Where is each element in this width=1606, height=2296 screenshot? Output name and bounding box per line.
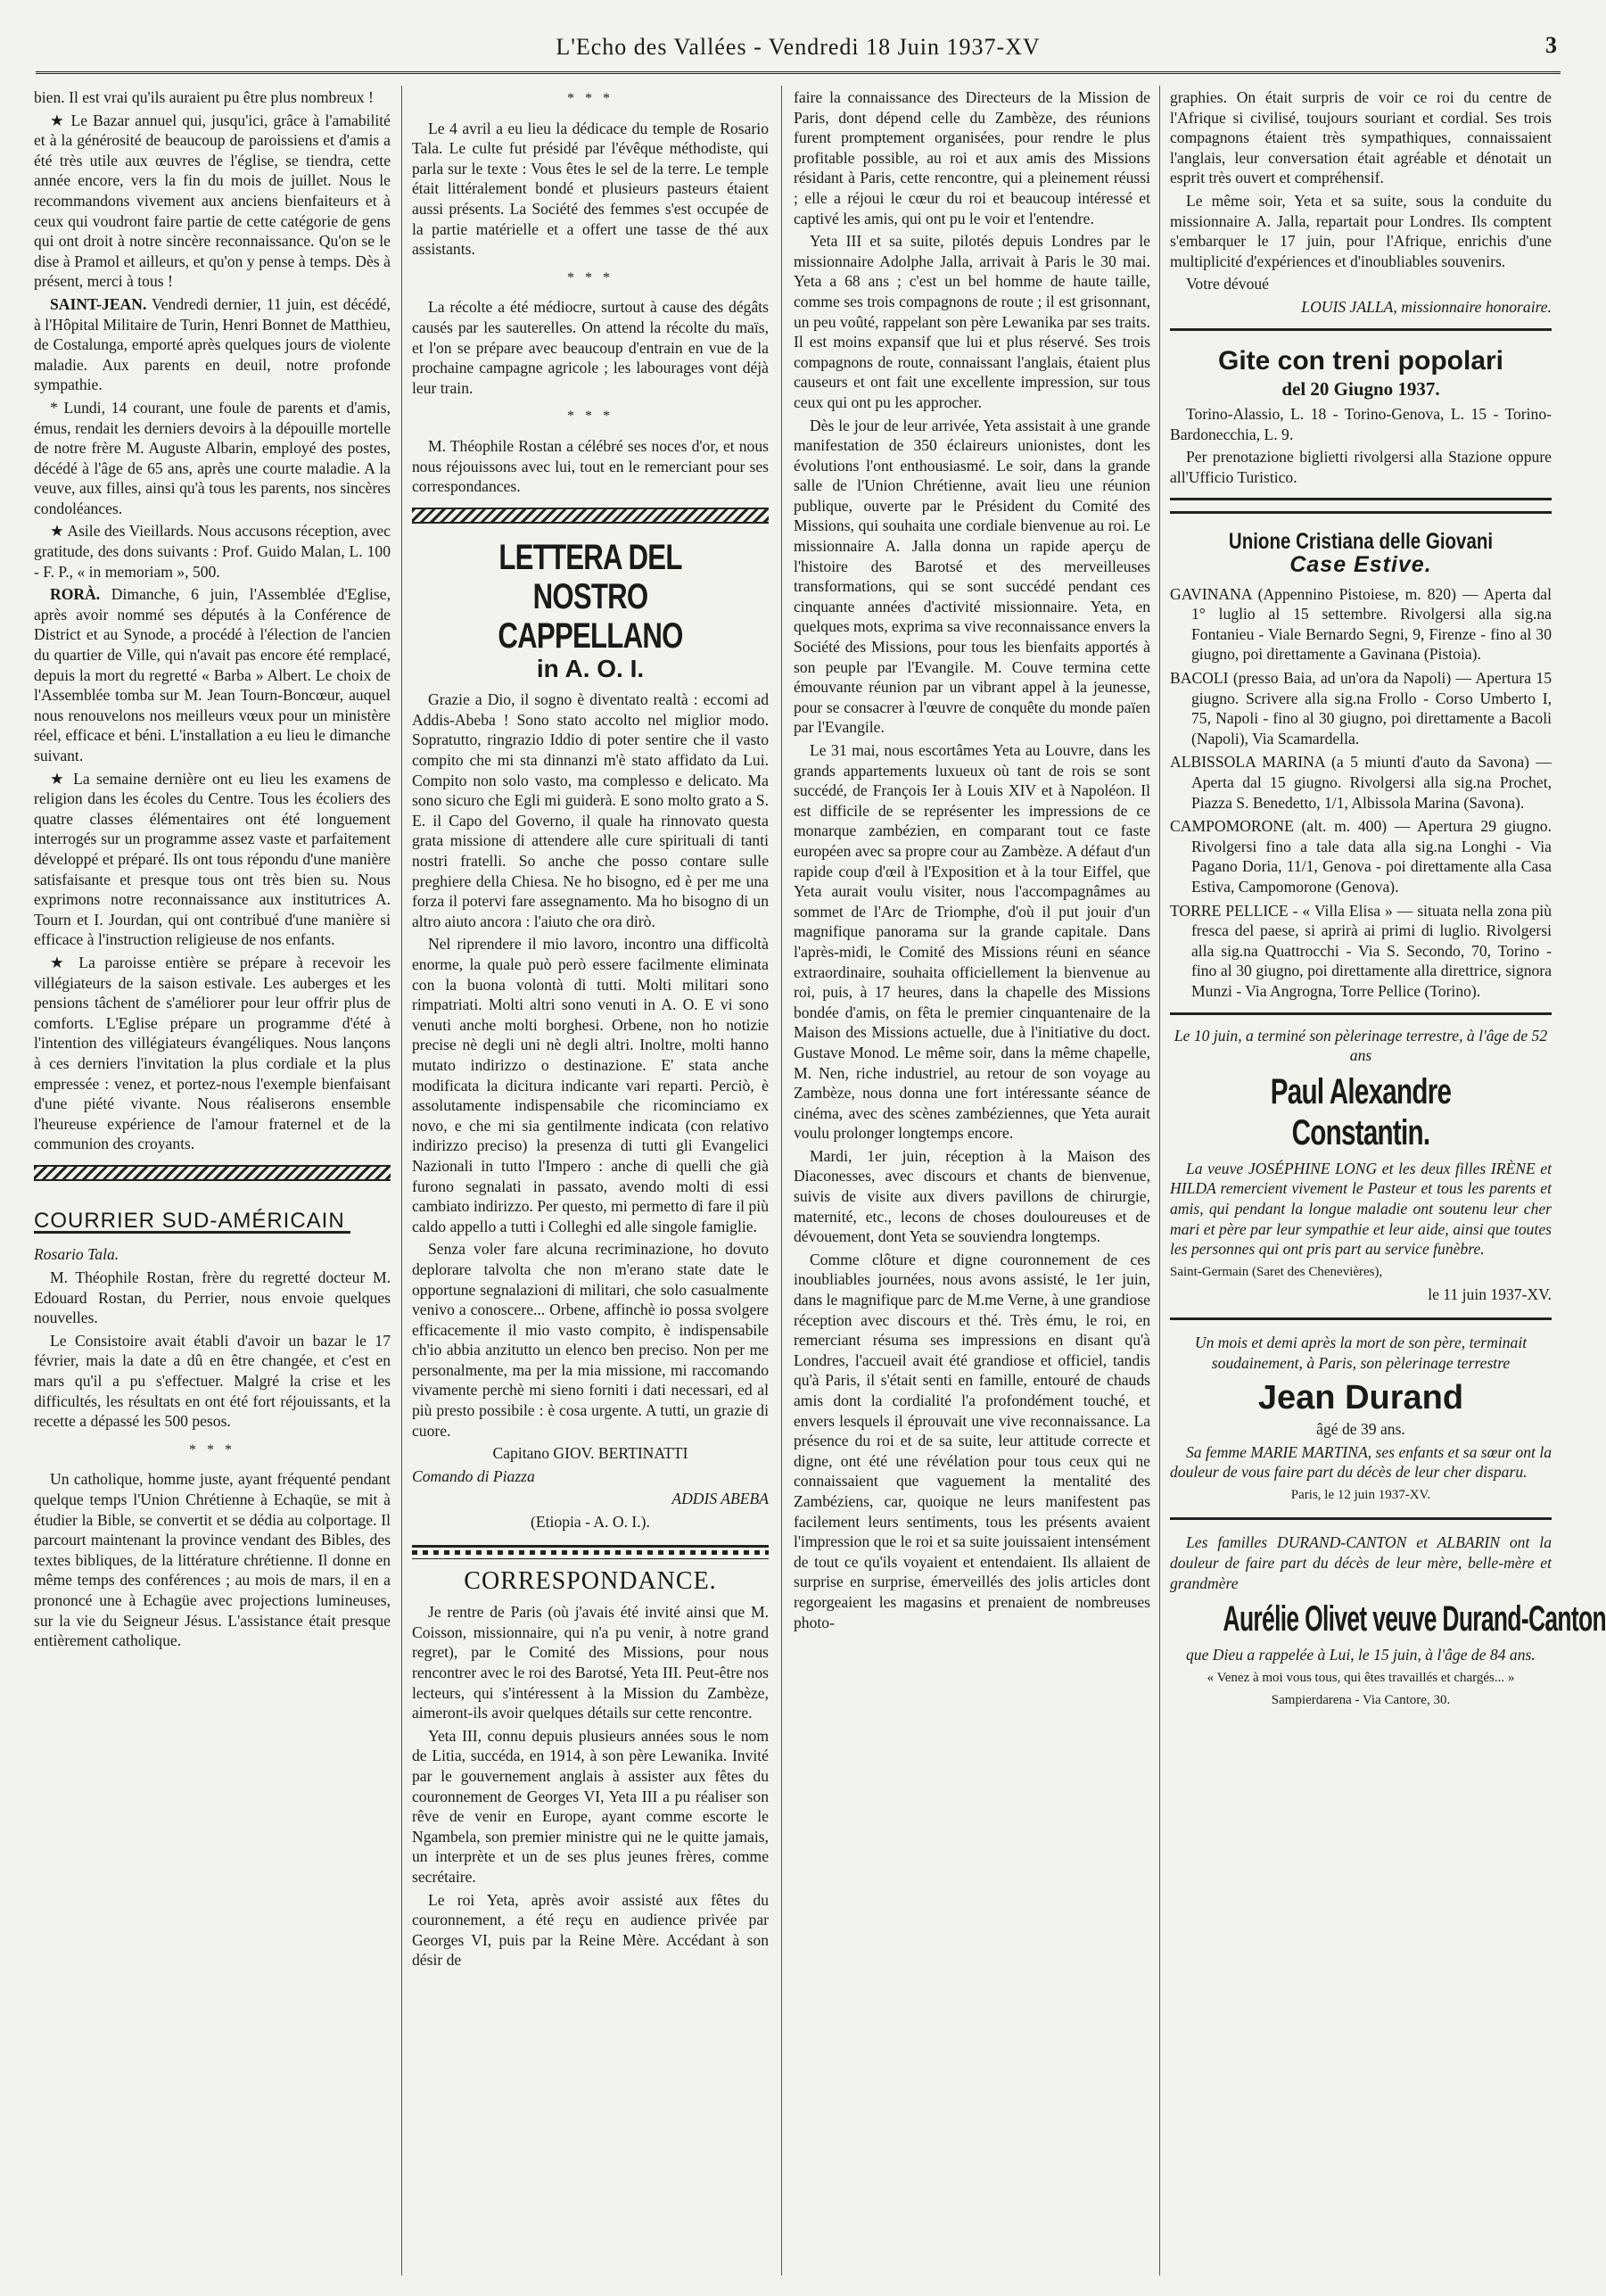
signature-line: Comando di Piazza [412, 1466, 535, 1485]
paragraph: Yeta III et sa suite, pilotés depuis Londres par le missionnaire Adolphe Jalla, arrivait à Paris le 30 mai. Yeta a 68 ans ; c'est un bel homme de haute taille, comme ses trois compagnons de route ; il est grisonnant, un peu voûté, rappelant son père Lewanika par ses traits. Il est moins expansif que lui et plus réservé. Ses trois compagnons de route, connaissant l'anglais, étaient plus causeurs et ont fait une excellente impression, sur tous ceux qui ont pu les approcher. [794, 232, 1150, 411]
section-title: COURRIER SUD-AMÉRICAIN [34, 1211, 350, 1235]
list-item-text: (a 5 miunti d'auto da Savona) — Aperta dal 15 giugno. Rivolgersi alla sig.na Prochet, Piazza S. Benedetto, 1/1, Albissola Marina (Savona). [1191, 753, 1552, 812]
paragraph: M. Théophile Rostan, frère du regretté docteur M. Edouard Rostan, du Perrier, nous envoie quelques nouvelles. [34, 1268, 391, 1327]
notice-box [1170, 328, 1552, 500]
place-name: GAVINANA [1170, 584, 1252, 603]
paragraph: Le même soir, Yeta et sa suite, sous la conduite du missionnaire A. Jalla, repartait pour Londres. Ils comptent s'embarquer le 17 juin, pour l'Afrique, enrichis d'une multiplicité d'expériences et d'inoubliables souvenirs. [1170, 191, 1552, 270]
paragraph-text: Vendredi dernier, 11 juin, est décédé, à l'Hôpital Militaire de Turin, Henri Bonnet de Matthieu, de Costalunga, emporté après quelques jours de violente maladie. Aux parents en deuil, notre profonde sympathie. [34, 294, 391, 394]
obituary-intro: Le 10 juin, a terminé son pèlerinage terrestre, à l'âge de 52 ans [1174, 1026, 1548, 1065]
column-rule [401, 86, 402, 2275]
place-name: BACOLI [1170, 669, 1229, 688]
separator-stars: * * * [567, 409, 614, 425]
paragraph: Votre dévoué [1186, 275, 1269, 293]
signature-line: ADDIS ABEBA [671, 1490, 769, 1508]
decorative-rule [412, 1545, 769, 1559]
list-item [1170, 752, 1552, 813]
decorative-band [34, 1165, 391, 1181]
decorative-band [412, 508, 769, 524]
column-1 [34, 87, 391, 2273]
obituary-intro: Un mois et demi après la mort de son père, terminait soudainement, à Paris, son pèlerinage terrestre [1194, 1333, 1528, 1372]
list-item [1170, 816, 1552, 896]
paragraph: Mardi, 1er juin, réception à la Maison des Diaconesses, avec discours et chants de bienvenue, suivis de visite aux divers pavillons de chirurgie, maternité, etc., lecons de choses douloureuses et de dévouement, dont Yeta se souviendra longtemps. [794, 1146, 1150, 1246]
list-item-text: (presso Baia, ad un'ora da Napoli) — Apertura 15 giugno. Scrivere alla sig.na Frollo - Corso Umberto I, 75, Napoli - fino al 30 giugno, poi direttamente a Bacoli (Napoli), Via Scamardella. [1191, 669, 1552, 747]
paragraph: Nel riprendere il mio lavoro, incontro una difficoltà enorme, la quale può però essere facilmente eliminata con la buona volontà di tutti. Molti militari sono rimpatriati. Molti altri sono venuti in A. O. E vi sono venuti anche molti borghesi. Orbene, non ho notizie precise nè degli uni nè degli altri. Inoltre, molti hanno mutato indirizzo o destinazione. E' stata anche modificata la dicitura indicante vari reparti. Perciò, è assolutamente indispensabile che ricominciamo ex novo, e che mi sia gentilmente indicata (con relativo indirizzo preciso) la presenza di tutti gli Evangelici Nazionali in tutto l'Impero : anche di quelli che già furono segnalati in passato, avendo molti di essi cambiato indirizzo. Per questo, mi permetto di fare il più caldo appello a tutti i Colleghi ed alle singole famiglie. [412, 935, 769, 1235]
signature: Capitano GIOV. BERTINATTI [492, 1444, 688, 1463]
paragraph: Torino-Alassio, L. 18 - Torino-Genova, L. 15 - Torino-Bardonecchia, L. 9. [1170, 405, 1552, 443]
paragraph: ★ Asile des Vieillards. Nous accusons réception, avec gratitude, des dons suivants : Prof. Guido Malan, L. 100 - F. P., « in memoriam », 500. [34, 522, 391, 581]
column-rule [781, 86, 782, 2275]
obituary-date: Paris, le 12 juin 1937-XV. [1290, 1487, 1431, 1502]
article-title: LETTERA DEL NOSTRO CAPPELLANO [498, 537, 683, 656]
list-item-text: - « Villa Elisa » — situata nella zona più fresca del paese, si aprirà ai primi di luglio. Rivolgersi alla sig.na Quattrocchi - Via S. Secondo, 70, Torino - fino al 30 giugno, poi direttamente alla direttrice, signora Munzi - Via Angrogna, Torre Pellice (Torino). [1191, 901, 1552, 1000]
dateline: Rosario Tala. [34, 1245, 119, 1264]
paragraph: ★ La paroisse entière se prépare à recevoir les villégiateurs de la saison estivale. Les auberges et les pensions tâchent de s'améliorer pour leur offrir plus de comforts. L'Eglise prépare un programme d'été à l'intention des villégiateurs évangéliques. Nous lançons à ces derniers l'invitation la plus cordiale et la plus empressée : venez, et portez-nous l'exemple bienfaisant d'une piété vivante. Nous réaliserons ensemble l'heureuse expérience de l'amour fraternel et de la communion des croyants. [34, 953, 391, 1153]
column-2 [412, 87, 769, 2273]
paragraph: Dès le jour de leur arrivée, Yeta assistait à une grande manifestation de 350 éclaireurs unionistes, dont les évolutions l'ont enthousiasmé. Le soir, dans la grande salle de l'Union Chrétienne, avait lieu une réunion publique, ouverte par le Président du Comité des Missions, qui souhaita une cordiale bienvenue au roi. Le missionnaire A. Jalla donna un rapide aperçu de l'histoire des Barotsé et des merveilleuses transformations, qui se sont succédé pendant ces cinquante années d'activité missionnaire. Yeta, en quelques mots, exprima sa vive reconnaissance envers la Société des Missions, pour tous les bienfaits apportés à son peuple par l'Evangile. M. Couve termina cette émouvante réunion par un vibrant appel à la jeunesse, pour se consacrer à l'œuvre de conquête du monde païen par l'Evangile. [794, 416, 1150, 737]
paragraph: Le 31 mai, nous escortâmes Yeta au Louvre, dans les grands appartements luxueux où tant de rois se sont succédé, de François Ier à Louis XIV et à Napoléon. Il est difficile de se représenter les impressions de ce monarque zambézien, en comparant tout ce faste européen avec sa propre cour au Zambèze. A défaut d'un rapide coup d'œil à l'Exposition et à la tour Eiffel, que Yeta aurait voulu visiter, nous l'accompagnâmes au sommet de l'Arc de Triomphe, d'où il put jouir d'un magnifique panorama sur la grande capitale. Dans l'après-midi, le Comité des Missions réuni en séance extraordinaire, souhaita officiellement la bienvenue au roi, puis, à 17 heures, dans la chapelle des Missions bondée d'amis, on fêta le premier cinquantenaire de la Maison des Missions actuelle, due à l'initiative du doct. Gustave Monod. Le même soir, dans la même chapelle, M. Nen, riche industriel, au retour de son voyage au Zambèze, nous donna une fort intéressante séance de cinéma, avec des scènes zambéziennes, que Yeta aurait voulu prolonger longtemps encore. [794, 741, 1150, 1143]
paragraph: Senza voler fare alcuna recriminazione, ho dovuto deplorare talvolta che non m'erano state date le opportune segnalazioni di militari, che solo casualmente venivo a conoscere... Orbene, affinchè io possa svolgere efficacemente il mio vasto compito, è indispensabile ch'io abbia anzitutto un elenco ben preciso. Non per me personalmente, ma per la mia missione, mi raccomando vivamente perchè mi sieno forniti i dati necessari, ed al più presto possibile : è cosa urgente. A tutti, un grazie di cuore. [412, 1240, 769, 1440]
obituary-place: Sampierdarena - Via Cantore, 30. [1271, 1693, 1451, 1708]
notice-title: Unione Cristiana delle Giovani [1228, 528, 1494, 554]
paragraph: Comme clôture et digne couronnement de ces inoubliables journées, nous avons assisté, le 1er juin, dans le magnifique parc de M.me Verne, à une grandiose réception avec discours et thé. Très ému, le roi, en remerciant résuma ses impressions en disant qu'à Londres, l'accueil avait été grandiose et officiel, tandis qu'à Paris, il s'était senti en famille, entouré de chauds amis dont la cordialité l'a profondément touché, et envers lesquels il éprouvait une vive reconnaissance. La présence du roi et de sa suite, leur attitude correcte et digne, ont été une révélation pour tous ceux qui ne connaissaient que vaguement la mentalité des Zambéziens, car, quoique ne leurs manifestent pas facilement leurs sentiments, tous les présents avaient l'impression que le roi et sa suite jouissaient intensément de tout ce qu'ils voyaient et entendaient. Ils allaient de surprise en surprise, émerveillés des jolis articles dont regorgeaient les magasins et prenaient de nombreuses photo- [794, 1250, 1150, 1631]
masthead [36, 29, 1561, 74]
paragraph: ★ Le Bazar annuel qui, jusqu'ici, grâce à l'amabilité et à la générosité de beaucoup de paroissiens et d'amis a été très utile aux œuvres de l'église, se tiendra, cette année encore, vers la fin du mois de juillet. Nous le recommandons vivement aux anciens bienfaiteurs et à ceux qui voudront faire partie de cette catégorie de gens qui ont droit à notre sincère reconnaissance. Qu'on se le dise à Pramol et ailleurs, et qu'on y pense à temps. Dès à présent, merci à tous ! [34, 111, 391, 291]
list-item [1170, 668, 1552, 748]
paragraph: Le Consistoire avait établi d'avoir un bazar le 17 février, mais la date a dû en être changée, et c'est en mars qu'il a pu s'effectuer. Malgré la crise et les difficultés, les résultats en ont été fort réjouissants, et la recette a dépassé les 500 pesos. [34, 1331, 391, 1431]
notice-subtitle: Case Estive. [1289, 552, 1432, 578]
obituary-text: La veuve JOSÉPHINE LONG et les deux filles IRÈNE et HILDA remercient vivement le Pasteur et tous les parents et amis, qui pendant la longue maladie ont soutenu leur cher mari et père par leur sympathie et leur aide, ainsi que toutes les personnes qui ont pris part au service funèbre. [1170, 1159, 1552, 1259]
divider [1170, 1317, 1552, 1320]
obituary-text: que Dieu a rappelée à Lui, le 15 juin, à l'âge de 84 ans. [1186, 1646, 1536, 1664]
obituary-place: Saint-Germain (Saret des Chenevières), [1170, 1264, 1383, 1279]
paragraph: Le 4 avril a eu lieu la dédicace du temple de Rosario Tala. Le culte fut présidé par l'évêque méthodiste, qui parla sur le texte : Vous êtes le sel de la terre. Le temple était littéralement bondé et plusieurs pasteurs étaient aussi présents. La Société des femmes s'est occupée de la partie matérielle et a offert une tasse de thé aux assistants. [412, 119, 769, 259]
obituary-quote: « Venez à moi vous tous, qui êtes travaillés et chargés... » [1207, 1670, 1515, 1685]
list-item-text: (Appennino Pistoiese, m. 820) — Aperta dal 1° luglio al 15 settembre. Rivolgersi alla sig.na Fontanieu - Viale Bernardo Segni, 9, Firenze - fino al 30 giugno, poi direttamente a Gavinana (Pistoia). [1191, 584, 1552, 664]
paragraph: Per prenotazione biglietti rivolgersi alla Stazione oppure all'Ufficio Turistico. [1170, 448, 1552, 486]
obituary-text: Sa femme MARIE MARTINA, ses enfants et sa sœur ont la douleur de vous faire part du décès de leur cher disparu. [1170, 1442, 1552, 1482]
obituary-name: Aurélie Olivet veuve Durand-Canton [1223, 1599, 1606, 1639]
list-item [1170, 584, 1552, 665]
section-title: CORRESPONDANCE. [464, 1566, 717, 1595]
paragraph: Le roi Yeta, après avoir assisté aux fêtes du couronnement, a été reçu en audience privée par Georges VI, puis par la Reine Mère. Accédant à son désir de [412, 1890, 769, 1970]
masthead-title: L'Echo des Vallées - Vendredi 18 Juin 1937-XV [556, 34, 1041, 60]
signature-line: (Etiopia - A. O. I.). [531, 1513, 650, 1532]
paragraph: graphies. On était surpris de voir ce roi du centre de l'Afrique si civilisé, toujours souriant et cordial. Ses trois compagnons étaient très sympathiques, connaissaient l'anglais, leur conversation était agréable et dénotait un esprit très ouvert et compréhensif. [1170, 88, 1552, 187]
paragraph [34, 294, 391, 395]
column-rule [1159, 86, 1160, 2275]
paragraph: La récolte a été médiocre, surtout à cause des dégâts causés par les sauterelles. On attend la récolte du maïs, et l'on se prépare avec beaucoup d'entrain en vue de la prochaine campagne agricole ; les labourages vont déjà leur train. [412, 298, 769, 397]
column-3 [794, 87, 1150, 2273]
column-4 [1170, 87, 1606, 2273]
place-name: ALBISSOLA MARINA [1170, 753, 1325, 772]
divider [1170, 1517, 1552, 1520]
paragraph: faire la connaissance des Directeurs de la Mission de Paris, dont dépend celle du Zambèze, des réunions furent promptement organisées, pour rendre le plus profitable possible, au roi et aux amis des Missions résidant à Paris, cette rencontre, qui a pleinement réussi ; elle a réjoui le cœur du roi et beaucoup intéressé et captivé les amis, qui ont pu le voir et l'entendre. [794, 88, 1150, 227]
paragraph: bien. Il est vrai qu'ils auraient pu être plus nombreux ! [34, 88, 374, 106]
paragraph: ★ La semaine dernière ont eu lieu les examens de religion dans les écoles du Centre. Tous les écoliers des quatre classes élémentaires ont été longuement interrogés sur un programme assez vaste et parfaitement développé et préparé. Ils ont tous répondu d'une manière satisfaisante et presque tous ont très bien su. Nous exprimons notre reconnaissance aux institutrices A. Tourn et I. Jourdan, qui ont contribué d'une manière si efficace à l'instruction religieuse de nos enfants. [34, 769, 391, 949]
paragraph: M. Théophile Rostan a célébré ses noces d'or, et nous nous réjouissons avec lui, tout en le remerciant pour ses correspondances. [412, 436, 769, 496]
signature: LOUIS JALLA, missionnaire honoraire. [1301, 297, 1552, 316]
paragraph: Grazie a Dio, il sogno è diventato realtà : eccomi ad Addis-Abeba ! Sono stato accolto nel miglior modo. Sopratutto, ringrazio Iddio di poter sentire che il vasto compito che mi sta dinnanzi m'è stato affidato da Lui. Compito non solo vasto, ma complesso e delicato. Ma sono sicuro che Egli mi guiderà. E sono molto grato a S. E. il Capo del Governo, il quale ha rinnovato questa grata missione di attendere alle cure spirituali di tanti nostri fratelli. So anche che posso contare sulle preghiere della Chiesa. Ne ho bisogno, ed è per me una forza il potervi fare assegnamento. Ma ho bisogno di un altro aiuto ancora : l'aiuto che ora dirò. [412, 690, 769, 930]
list-item-text: (alt. m. 400) — Apertura 29 giugno. Rivolgersi fino a tale data alla sig.na Longhi - Via Pagano Doria, 11/1, Genova - poi direttamente alla Casa Estiva, Campomorone (Genova). [1191, 817, 1552, 896]
obituary-name: Paul Alexandre Constantin. [1270, 1071, 1452, 1152]
paragraph-text: Dimanche, 6 juin, l'Assemblée d'Eglise, après avoir nommé ses députés à la Conférence de District et au Synode, a procédé à l'élection de l'ancien du quartier de Ville, qui n'avait pas encore été remplacé, depuis la mort du regretté « Barba » Albert. Le choix de l'Assemblée tomba sur M. Jean Tourn-Boncœur, auquel nous renouvelons nos meilleurs vœux pour un ministère réel, efficace et béni. L'installation a eu lieu le dimanche suivant. [34, 585, 391, 764]
obituary-intro: Les familles DURAND-CANTON et ALBARIN ont la douleur de faire part du décès de leur mère, belle-mère et grandmère [1170, 1533, 1552, 1592]
paragraph: Yeta III, connu depuis plusieurs années sous le nom de Litia, succéda, en 1914, à son père Lewanika. Invité par le gouvernement anglais à assister aux fêtes du couronnement de Georges VI, Yeta III a pu réaliser son rêve de venir en Europe, ayant comme escorte le Ngambela, son premier ministre qui ne le quitte jamais, un interprète et un de ses plus jeunes frères, comme secrétaire. [412, 1726, 769, 1886]
separator-stars: * * * [189, 1441, 235, 1458]
notice-title: Gite con treni popolari [1217, 345, 1504, 376]
locality-head: RORÀ. [50, 585, 101, 604]
notice-subtitle: del 20 Giugno 1937. [1281, 377, 1440, 400]
paragraph [34, 584, 391, 765]
paragraph: Un catholique, homme juste, ayant fréquenté pendant quelque temps l'Union Chrétienne à Echaqüe, se mit à étudier la Bible, se convertit et se dédia au colportage. Il parcourt maintenant la province vendant des Bibles, des textes bibliques, de la littérature chrétienne. Il donne en même temps des conférences ; au mois de mars, il en a prononcé une à Echagüe avec projections lumineuses, sur la vie du Seigneur Jésus. L'assistance était presque entièrement catholique. [34, 1470, 391, 1650]
obituary-age: âgé de 39 ans. [1316, 1420, 1405, 1439]
locality-head: SAINT-JEAN. [50, 294, 147, 313]
paragraph: Je rentre de Paris (où j'avais été invité ainsi que M. Coisson, missionnaire, qui n'a pu venir, à notre grand regret), par le Comité des Missions, pour nous rencontrer avec le roi des Barotsé, Yeta III. Peut-être nos lecteurs, qui s'intéressent à la Mission du Zambèze, aimeront-ils avoir quelques détails sur cette rencontre. [412, 1603, 769, 1722]
paragraph: * Lundi, 14 courant, une foule de parents et d'amis, émus, rendait les derniers devoirs à la dépouille mortelle de notre frère M. Auguste Albarin, employé des postes, décédé à l'âge de 65 ans, après une courte maladie. A la veuve, aux filles, ainsi qu'à tous les parents, nos sincères condoléances. [34, 398, 391, 517]
list-item [1170, 901, 1552, 1002]
place-name: TORRE PELLICE [1170, 901, 1289, 920]
place-name: CAMPOMORONE [1170, 817, 1294, 836]
page-number: 3 [1545, 32, 1557, 58]
obituary-name: Jean Durand [1257, 1379, 1464, 1417]
obituary-date: le 11 juin 1937-XV. [1428, 1285, 1552, 1304]
notice-box [1170, 511, 1552, 1015]
separator-stars: * * * [567, 269, 614, 285]
article-subtitle: in A. O. I. [536, 654, 645, 682]
separator-stars: * * * [567, 91, 614, 106]
